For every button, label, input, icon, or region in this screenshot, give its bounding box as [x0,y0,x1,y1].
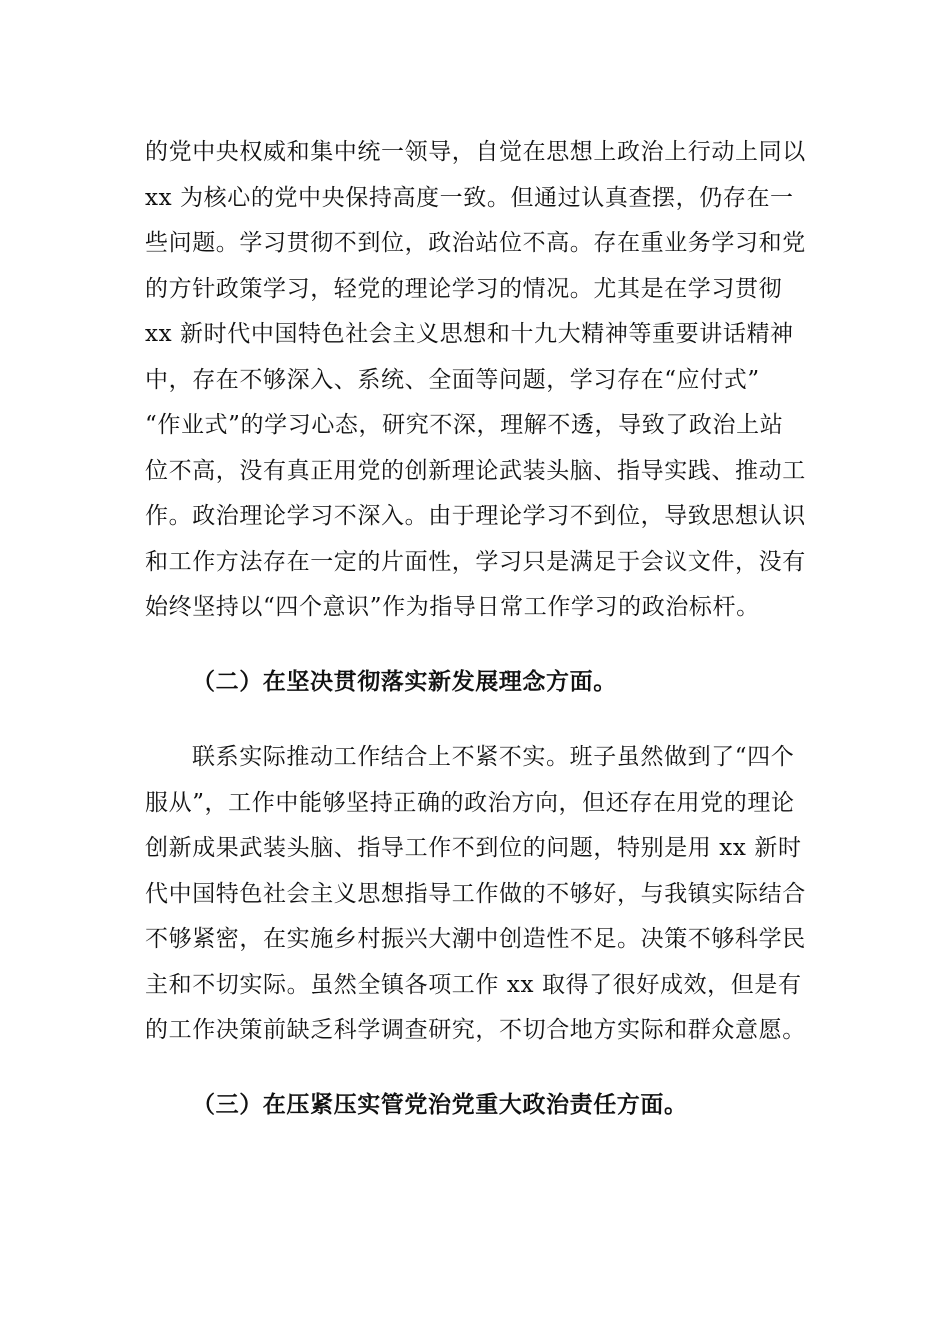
body-text-line: 主和不切实际。虽然全镇各项工作 xx 取得了很好成效，但是有 [145,972,802,998]
body-text-line: 中，存在不够深入、系统、全面等问题，学习存在“应付式” [145,367,760,393]
body-text-line: 的工作决策前缺乏科学调查研究，不切合地方实际和群众意愿。 [145,1017,806,1043]
body-text-line: 作。政治理论学习不深入。由于理论学习不到位，导致思想认识 [145,503,806,529]
body-text-line: 的方针政策学习，轻党的理论学习的情况。尤其是在学习贯彻 [145,276,783,302]
body-text-line: 不够紧密，在实施乡村振兴大潮中创造性不足。决策不够科学民 [145,926,806,952]
body-text-line: 些问题。学习贯彻不到位，政治站位不高。存在重业务学习和党 [145,230,806,256]
section-heading: （二）在坚决贯彻落实新发展理念方面。 [192,668,617,695]
section-heading: （三）在压紧压实管党治党重大政治责任方面。 [192,1091,688,1118]
body-text-line: 的党中央权威和集中统一领导，自觉在思想上政治上行动上同以 [145,139,806,165]
body-text-line: 始终坚持以“四个意识”作为指导日常工作学习的政治标杆。 [145,594,760,620]
body-text-line: 联系实际推动工作结合上不紧不实。班子虽然做到了“四个 [192,744,795,770]
body-text-line: xx 为核心的党中央保持高度一致。但通过认真查摆，仍存在一 [145,185,794,211]
body-text-line: 代中国特色社会主义思想指导工作做的不够好，与我镇实际结合 [145,881,806,907]
body-text-line: “作业式”的学习心态，研究不深，理解不透，导致了政治上站 [145,412,784,438]
body-text-line: 位不高，没有真正用党的创新理论武装头脑、指导实践、推动工 [145,458,806,484]
body-text-line: xx 新时代中国特色社会主义思想和十九大精神等重要讲话精神 [145,321,794,347]
body-text-line: 服从”，工作中能够坚持正确的政治方向，但还存在用党的理论 [145,790,795,816]
body-text-line: 和工作方法存在一定的片面性，学习只是满足于会议文件，没有 [145,549,806,575]
body-text-line: 创新成果武装头脑、指导工作不到位的问题，特别是用 xx 新时 [145,835,802,861]
